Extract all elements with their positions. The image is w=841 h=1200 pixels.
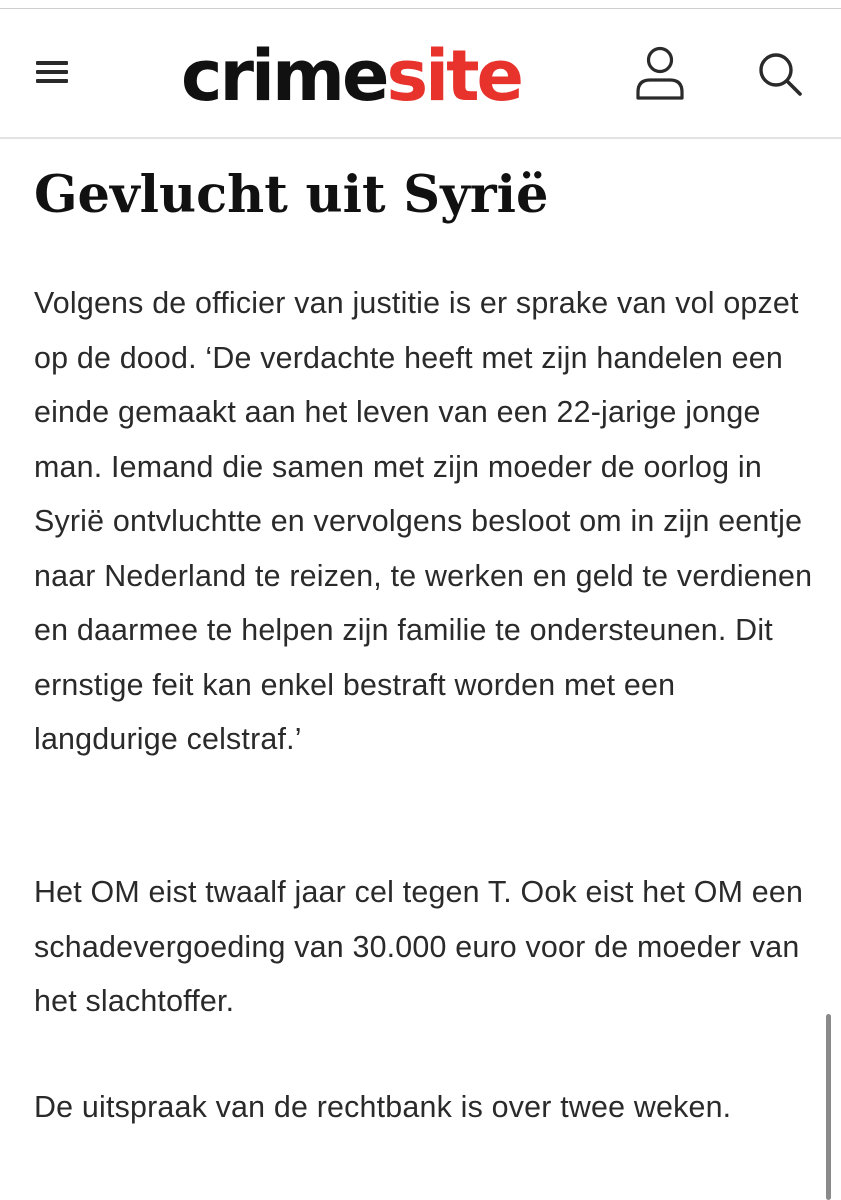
vertical-scrollbar[interactable] bbox=[826, 1014, 831, 1200]
article-paragraph: Het OM eist twaalf jaar cel tegen T. Ook eist het OM een schadevergoeding van 30.000 euro voor de moeder van het slachtoffer. bbox=[34, 875, 804, 1018]
logo-text-crime: crime bbox=[181, 35, 387, 117]
article-subheading: Gevlucht uit Syrië bbox=[34, 165, 549, 225]
site-logo[interactable] bbox=[181, 31, 521, 121]
user-icon bbox=[630, 42, 690, 102]
article-paragraph: Volgens de officier van justitie is er sprake van vol opzet op de dood. ‘De verdachte heeft met zijn handelen een einde gemaakt aan het leven van een 22-jarige jonge man. Iemand die samen met zijn moeder de oorlog in Syrië ontvluchtte en vervolgens besloot om in zijn eentje naar Nederland te reizen, te werken en geld te verdienen en daarmee te helpen zijn familie te ondersteunen. Dit ernstige feit kan enkel bestraft worden met een langdurige celstraf.’ bbox=[34, 286, 813, 756]
logo-text-site: site bbox=[386, 35, 522, 117]
account-button[interactable] bbox=[630, 42, 690, 102]
site-header bbox=[0, 9, 841, 137]
header-divider bbox=[0, 137, 841, 139]
menu-button[interactable] bbox=[28, 48, 76, 96]
search-icon bbox=[750, 42, 810, 102]
search-button[interactable] bbox=[750, 42, 810, 102]
article-paragraph: De uitspraak van de rechtbank is over twee weken. bbox=[34, 1090, 732, 1124]
hamburger-menu-icon bbox=[28, 48, 76, 96]
